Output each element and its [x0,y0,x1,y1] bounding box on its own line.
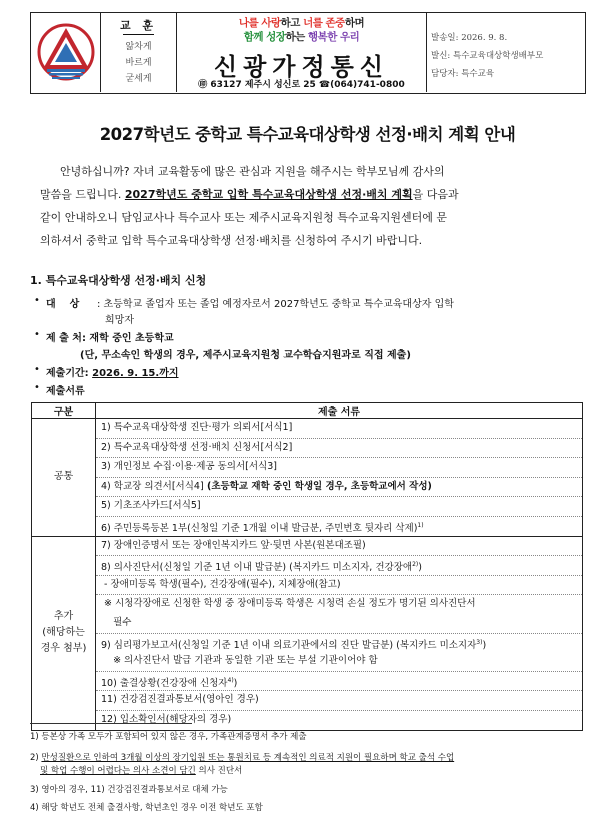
doc-text: 6) 주민등록등본 1부(신청일 기준 1개월 이내 발급분, 주민번호 뒷자리 삭제) [101,523,418,535]
motto-line: 앎차게 [125,42,152,52]
docs-label: 제출서류 [46,386,85,397]
extra-docs [96,536,583,730]
bullet-icon: • [34,329,40,340]
intro-line-1: 안녕하십니까? 자녀 교육활동에 많은 관심과 지원을 해주시는 학부모님께 감사의 [60,165,445,178]
slogan-part: 나를 사랑 [238,17,281,29]
doc-item: 3) 개인정보 수집·이용·제공 동의서[서식3] [96,458,582,478]
school-logo [31,13,101,92]
doc-item [96,672,582,692]
footnote-ref: 2) [412,561,419,569]
intro-text: 을 다음과 [412,188,459,201]
bullet-icon: • [34,295,40,306]
issue-info [427,13,585,92]
footnote: 3) 영아의 경우, 11) 건강검진결과통보서로 대체 가능 [30,785,228,795]
slogan-part: 하고 [280,17,304,29]
deadline-label: 제출기간: [46,368,93,379]
doc-text: 9) 심리평가보고서(신청일 기준 1년 이내 의료기관에서의 진단 발급분) (복지카드 미소지자 [101,639,477,651]
school-emblem-icon [37,19,95,85]
contact-person: 담당자: 특수교육 [431,69,495,79]
slogan-part: 행복한 우리 [307,31,360,43]
footnote-divider [30,723,192,724]
doc-item [96,556,582,576]
motto-line: 바르게 [125,58,152,68]
footnote [40,764,242,776]
footnote-text: 만성질환으로 인하여 3개월 이상의 장기입원 또는 통원치료 등 계속적인 의료적 지원이 필요하며 학교 출석 수업 [41,753,455,763]
doc-item [96,478,582,498]
doc-item [96,517,582,536]
footnote [30,751,454,763]
slogan-part: 함께 성장 [243,31,286,43]
school-address: ㊞ 63127 제주시 성신로 25 ☎(064)741-0800 [198,80,405,90]
documents-table [31,402,583,731]
column-header: 구분 [32,403,96,419]
doc-item: 5) 기초조사카드[서식5] [96,497,582,517]
target-text: 희망자 [105,315,134,326]
newsletter-title: 신광가정통신 [213,53,390,81]
footnote-text: 의사 진단서 [195,766,243,776]
doc-text: 8) 의사진단서(신청일 기준 1년 이내 발급분) (복지카드 미소지자, 건강장애 [101,562,413,574]
deadline-value: 2026. 9. 15.까지 [92,368,179,379]
doc-item: - 장애미등록 학생(필수), 건강장애(필수), 지체장애(참고) [96,576,582,596]
intro-line-2 [40,183,580,206]
category-label: (해당하는 [42,627,85,639]
category-label: 경우 첨부) [40,643,87,655]
section-heading: 1. 특수교육대상학생 선정·배치 신청 [30,274,207,287]
bullet-icon: • [34,364,40,375]
table-row [32,536,583,730]
slogan-part: 하는 [285,31,308,43]
footnote-ref: 3) [476,638,483,646]
doc-item: ※ 의사진단서 발급 기관과 동일한 기관 또는 부설 기관이어야 함 [96,652,582,672]
doc-item: 11) 건강검진결과통보서(영아인 경우) [96,691,582,711]
page-title: 2027학년도 중학교 특수교육대상학생 선정·배치 계획 안내 [99,125,516,144]
issuer: 발신: 특수교육대상학생배부모 [431,51,544,61]
doc-text: 4) 학교장 의견서[서식4] [101,480,204,492]
footnote-ref: 4) [227,676,234,684]
footnote-text: 2) [30,753,42,763]
doc-text: ) [233,677,238,689]
footnote-ref: 1) [417,521,424,529]
doc-text: ) [482,639,487,651]
doc-item: ※ 시청각장애로 신청한 학생 중 장애미등록 학생은 시청력 손실 정도가 명기된 의사진단서 [101,598,476,610]
category-extra [32,536,96,730]
submit-to: 제 출 처: 재학 중인 초등학교 [46,333,174,344]
table-header-row [32,403,583,419]
slogan-part: 너를 존중 [303,17,345,29]
table-row [32,419,583,537]
doc-text: ) [418,562,422,574]
newsletter-masthead [177,13,427,92]
issue-date: 발송일: 2026. 9. 8. [431,33,508,43]
target-text: : 초등학교 졸업자 또는 졸업 예정자로서 2027학년도 중학교 특수교육대상자 입학 [97,299,454,310]
motto-line: 굳세게 [125,74,152,84]
doc-item [96,634,582,653]
bullet-icon: • [34,382,40,393]
common-docs [96,419,583,537]
intro-text: 말씀을 드립니다. [40,188,125,201]
doc-item: 12) 입소확인서(해당자의 경우) [101,713,232,725]
slogan-line-2 [177,29,426,44]
doc-text: 10) 출결상황(건강장애 신청자 [101,677,228,689]
doc-note: (초등학교 재학 중인 학생일 경우, 초등학교에서 작성) [203,480,432,492]
newsletter-header [30,12,586,94]
category-label: 추가 [53,611,74,623]
doc-item: 필수 [96,614,582,634]
footnote: 4) 해당 학년도 전체 출결사항, 학년초인 경우 이전 학년도 포함 [30,803,263,813]
intro-line-4: 의하셔서 중학교 입학 특수교육대상학생 선정·배치를 신청하여 주시기 바랍니다. [40,234,423,247]
target-label: 대 상 [46,299,80,310]
intro-line-3: 같이 안내하오니 담임교사나 특수교사 또는 제주시교육지원청 특수교육지원센터에 문 [40,211,448,224]
doc-item: 2) 특수교육대상학생 선정·배치 신청서[서식2] [96,439,582,459]
doc-item: 1) 특수교육대상학생 진단·평가 의뢰서[서식1] [96,419,582,439]
column-header: 제출 서류 [96,403,583,419]
slogan-line-1 [177,15,426,30]
category-common: 공통 [32,419,96,537]
doc-item: 7) 장애인증명서 또는 장애인복지카드 앞·뒷면 사본(원본대조필) [96,537,582,557]
school-motto [101,13,177,92]
motto-title: 교 훈 [101,17,176,33]
intro-highlight: 2027학년도 중학교 입학 특수교육대상학생 선정·배치 계획 [124,188,413,201]
footnote-text: 및 학업 수행이 어렵다는 의사 소견이 담긴 [40,766,196,776]
footnote: 1) 등본상 가족 모두가 포함되어 있지 않은 경우, 가족관계증명서 추가 제출 [30,732,307,742]
submit-to-note: (단, 무소속인 학생의 경우, 제주시교육지원청 교수학습지원과로 직접 제출) [80,350,411,361]
deadline [46,364,179,379]
slogan-part: 하며 [344,17,365,29]
